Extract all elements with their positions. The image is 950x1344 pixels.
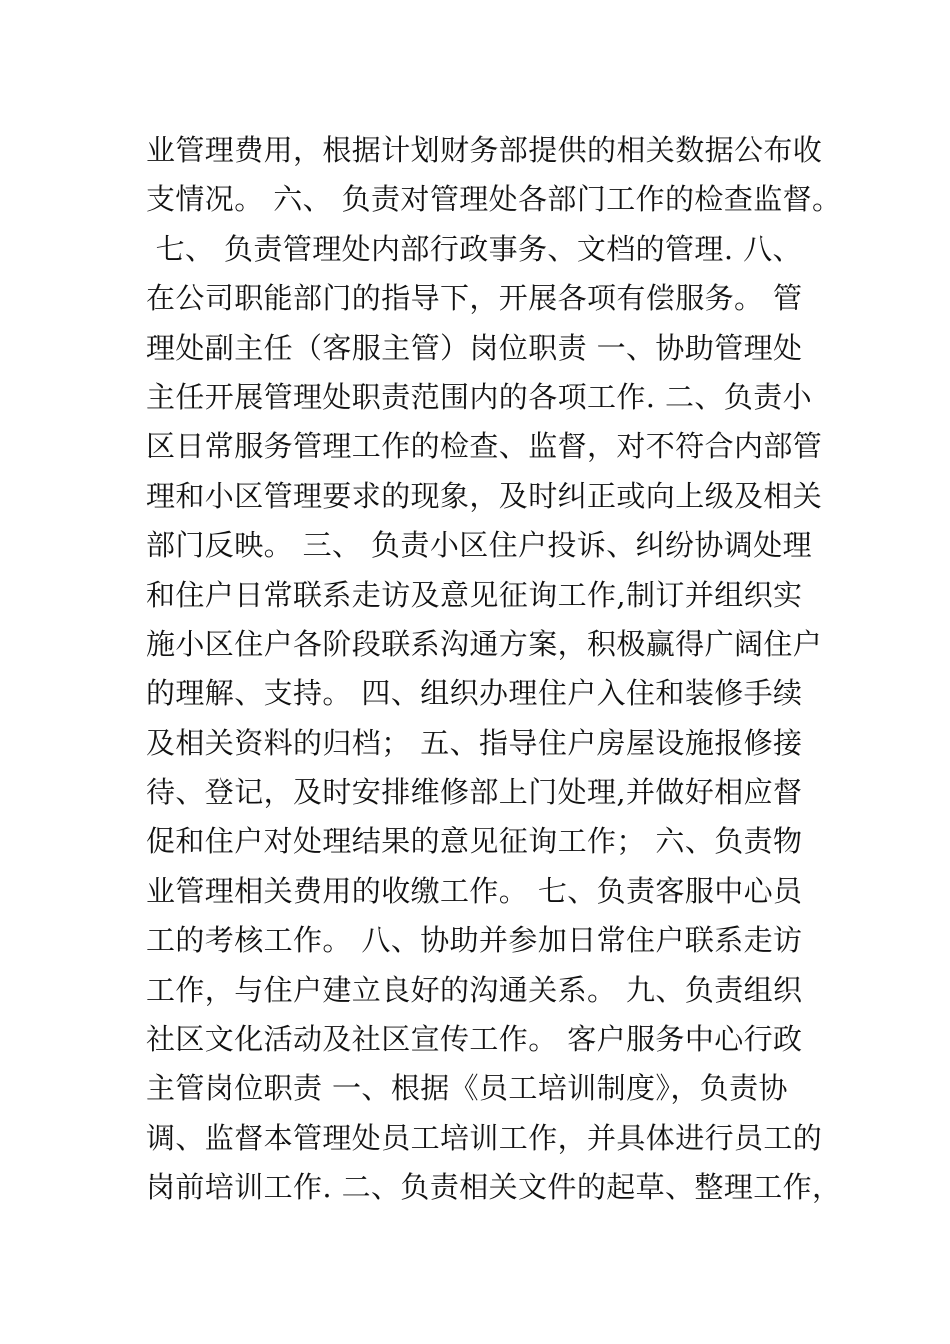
text-line: 部门反映。 三、 负责小区住户投诉、纠纷协调处理: [146, 528, 813, 563]
text-line: 待、登记，及时安排维修部上门处理,并做好相应督: [146, 775, 803, 810]
text-line: 七、 负责管理处内部行政事务、文档的管理. 八、: [146, 231, 802, 266]
text-line: 和住户日常联系走访及意见征询工作,制订并组织实: [146, 577, 803, 612]
text-line: 施小区住户各阶段联系沟通方案，积极赢得广阔住户: [146, 626, 823, 661]
text-line: 工作，与住户建立良好的沟通关系。 九、负责组织: [146, 972, 803, 1007]
text-line: 社区文化活动及社区宣传工作。 客户服务中心行政: [146, 1022, 803, 1057]
text-line: 理处副主任（客服主管）岗位职责 一、协助管理处: [146, 330, 803, 365]
text-line: 的理解、支持。 四、组织办理住户入住和装修手续: [146, 676, 803, 711]
body-text: [146, 126, 846, 1213]
text-line: 理和小区管理要求的现象，及时纠正或向上级及相关: [146, 478, 823, 513]
text-line: 调、监督本管理处员工培训工作，并具体进行员工的: [146, 1120, 823, 1155]
text-line: 主管岗位职责 一、根据《员工培训制度》，负责协: [146, 1071, 788, 1106]
text-line: 业管理相关费用的收缴工作。 七、负责客服中心员: [146, 873, 803, 908]
text-line: 区日常服务管理工作的检查、监督，对不符合内部管: [146, 429, 823, 464]
text-line: 岗前培训工作. 二、负责相关文件的起草、整理工作，: [146, 1170, 842, 1205]
text-line: 支情况。 六、 负责对管理处各部门工作的检查监督。: [146, 182, 842, 217]
text-line: 及相关资料的归档； 五、指导住户房屋设施报修接: [146, 725, 803, 760]
text-line: 业管理费用，根据计划财务部提供的相关数据公布收: [146, 133, 823, 167]
text-line: 促和住户对处理结果的意见征询工作； 六、负责物: [146, 824, 803, 859]
text-line: 主任开展管理处职责范围内的各项工作. 二、负责小: [146, 379, 813, 414]
text-line: 工的考核工作。 八、协助并参加日常住户联系走访: [146, 923, 803, 958]
text-line: 在公司职能部门的指导下，开展各项有偿服务。 管: [146, 281, 803, 316]
